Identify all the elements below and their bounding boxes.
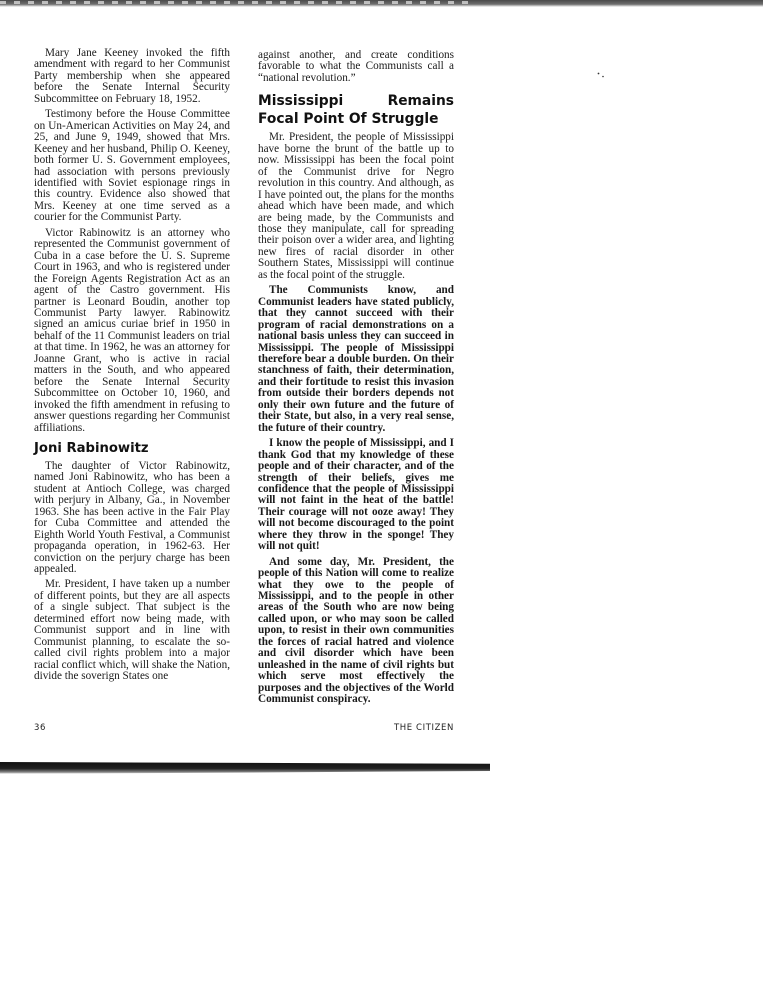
left-paragraph-3: Victor Rabinowitz is an attorney who represented the Communist government of Cuba in a case before the U. S. Supreme Court in 1963, and who is registered under the Foreign Agents Registration Act as an agent of the Castro government. His partner is Leonard Boudin, another top Communist Party lawyer. Rabinowitz signed an amicus curiae brief in 1950 in behalf of the 11 Communist leaders on trial at that time. In 1962, he was an attorney for Joanne Grant, who is active in racial matters in the South, and who appeared before the Senate Internal Security Subcommittee on October 10, 1960, and invoked the fifth amendment in refusing to answer questions regarding her Communist affiliations. (34, 226, 230, 434)
subheading-mississippi: Mississippi Remains Focal Point Of Struggle (258, 93, 454, 128)
left-paragraph-5: Mr. President, I have taken up a number of different points, but they are all aspects of a single subject. That subject is the determined effort now being made, with Communist support and in line with Communist planning, to escalate the so-called civil rights problem into a major racial conflict which, will shake the Nation, divide the soverign States one (34, 578, 230, 683)
top-scan-rule-dots (0, 1, 470, 4)
right-column (258, 50, 454, 710)
right-bold-paragraph-1: The Communists know, and Communist leaders have stated publicly, that they cannot succeed with their program of racial demonstrations on a national basis unless they can succeed in Mississippi. The people of Mississippi therefore bear a double burden. On their stanchness of faith, their determination, and their fortitude to resist this invasion from outside their borders depends not only their own future and the future of their State, but also, in a very real sense, the future of their country. (258, 284, 454, 434)
publication-name: THE CITIZEN (394, 723, 454, 733)
bottom-scan-rule (0, 762, 490, 774)
left-paragraph-2: Testimony before the House Committee on Un-American Activities on May 24, and 25, and June 9, 1949, showed that Mrs. Keeney and her husband, Philip O. Keeney, both former U. S. Government employees, had association with persons previously identified with Soviet espionage rings in this country. Evidence also showed that Mrs. Keeney at one time served as a courier for the Communist Party. (34, 108, 230, 224)
left-paragraph-4: The daughter of Victor Rabinowitz, named Joni Rabinowitz, who has been a student at Antioch College, was charged with perjury in Albany, Ga., in November 1963. She has been active in the Fair Play for Cuba Committee and attended the Eighth World Youth Festival, a Communist propaganda operation, in 1962-63. Her conviction on the perjury charge has been appealed. (34, 459, 230, 576)
scan-speck (597, 72, 605, 78)
page-number: 36 (34, 723, 47, 733)
left-column (34, 48, 230, 687)
right-bold-paragraph-3: And some day, Mr. President, the people of this Nation will come to realize what they owe to the people of Mississippi, and to the people in other areas of the South who are now being called upon, or who may soon be called upon, to resist in their own communities the forces of racial hatred and violence and civil disorder which have been unleashed in the name of civil rights but which serve most effectively the purposes and the objectives of the World Communist conspiracy. (258, 555, 454, 706)
subheading-joni-rabinowitz: Joni Rabinowitz (34, 440, 149, 456)
right-bold-paragraph-2: I know the people of Mississippi, and I thank God that my knowledge of these people and of their character, and of the strength of their beliefs, gives me confidence that the people of Mississippi will not faint in the heat of the battle! Their courage will not ooze away! They will not become discouraged to the point where they throw in the sponge! They will not quit! (258, 437, 454, 553)
right-paragraph-1: Mr. President, the people of Mississippi have borne the brunt of the battle up to now. Mississippi has been the focal point of the Communist drive for Negro revolution in this country. And although, as I have pointed out, the plans for the months ahead which have been made, and which are being made, by the Communists and those they manipulate, call for spreading their poison over a wider area, and lighting new fires of racial disorder in other Southern States, Mississippi will continue as the focal point of the struggle. (258, 131, 454, 281)
right-continuation-paragraph: against another, and create conditions favorable to what the Communists call a “national revolution.” (258, 49, 454, 84)
left-paragraph-1: Mary Jane Keeney invoked the fifth amendment with regard to her Communist Party membership when she appeared before the Senate Internal Security Subcommittee on February 18, 1952. (34, 47, 230, 105)
